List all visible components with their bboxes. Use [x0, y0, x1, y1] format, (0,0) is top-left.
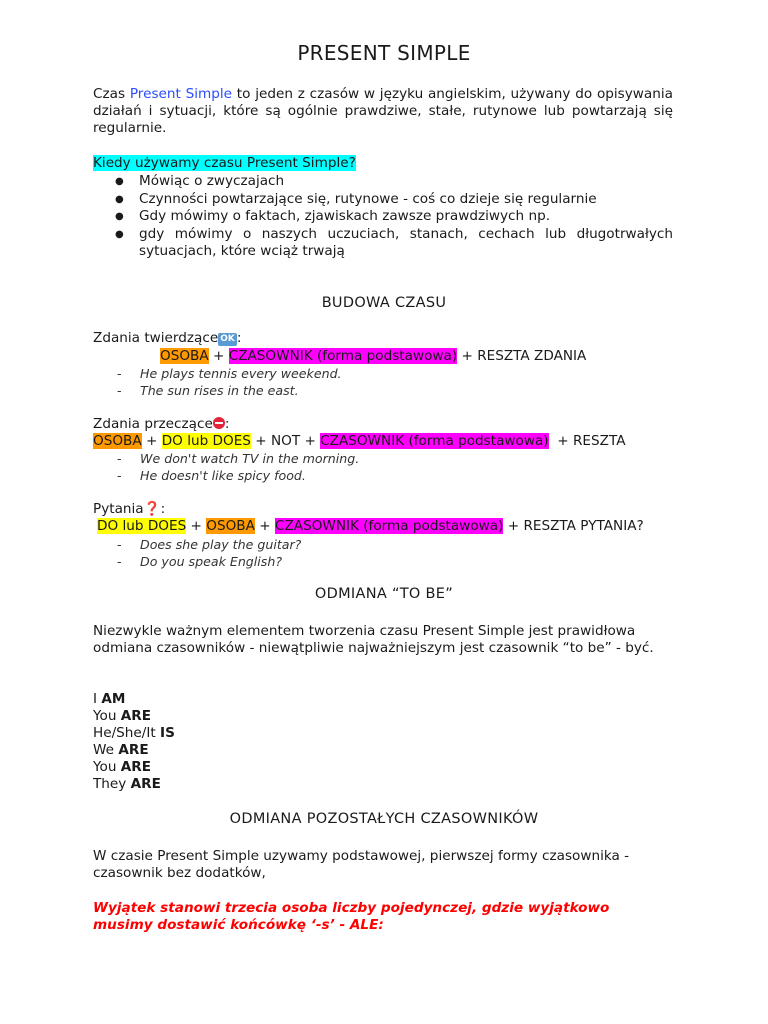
affirmative-formula: OSOBA + CZASOWNIK (forma podstawowa) + RESZTA ZDANIA [160, 348, 587, 364]
affirmative-examples [115, 365, 342, 399]
conjugation-row: He/She/It IS [93, 725, 175, 741]
example-text: The sun rises in the east. [140, 383, 299, 398]
dash-icon: - [117, 451, 122, 466]
list-item-text: Czynności powtarzające się, rutynowe - coś co dzieje się regularnie [139, 190, 597, 207]
subject-highlight: OSOBA [160, 348, 209, 364]
intro-highlight: Present Simple [129, 86, 233, 102]
section-heading-structure: BUDOWA CZASU [321, 295, 447, 311]
when-question [93, 155, 673, 172]
conjugation-row: You ARE [93, 759, 152, 775]
verb-highlight: CZASOWNIK (forma podstawowa) [274, 518, 504, 534]
subject-highlight: OSOBA [93, 433, 142, 449]
intro-before: Czas [93, 86, 130, 102]
dash-icon: - [117, 554, 122, 569]
negative-formula: OSOBA + DO lub DOES + NOT + CZASOWNIK (forma podstawowa) + RESZTA [93, 433, 626, 449]
exception-note: Wyjątek stanowi trzecia osoba liczby pojedynczej, gdzie wyjątkowo musimy dostawić końcówkę ‘-s’ - ALE: [93, 900, 610, 933]
when-bullet-list [93, 173, 673, 261]
dash-icon: - [117, 468, 122, 483]
list-item [93, 191, 673, 209]
conjugation-row: You ARE [93, 708, 152, 724]
example-text: Does she play the guitar? [140, 537, 302, 552]
example-text: Do you speak English? [140, 554, 283, 569]
bullet-icon: ● [115, 228, 124, 240]
bullet-icon: ● [115, 211, 124, 222]
page-title: PRESENT SIMPLE [297, 41, 471, 65]
example-text: He plays tennis every weekend. [140, 366, 342, 381]
list-item-text: Gdy mówimy o faktach, zjawiskach zawsze prawdziwych np. [139, 208, 551, 224]
intro-paragraph [93, 86, 673, 137]
subject-highlight: OSOBA [206, 518, 255, 534]
question-label: Pytania❓: [93, 501, 166, 517]
list-item [93, 226, 673, 261]
no-entry-icon [213, 417, 225, 429]
list-item [93, 173, 673, 191]
aux-highlight: DO lub DOES [161, 433, 251, 449]
list-item [115, 536, 301, 553]
list-item [115, 553, 301, 570]
negative-examples [115, 450, 359, 484]
verb-highlight: CZASOWNIK (forma podstawowa) [228, 348, 458, 364]
list-item-text: gdy mówimy o naszych uczuciach, stanach, cechach lub długotrwałych sytuacjach, które wciąż trwają [139, 225, 673, 259]
example-text: We don't watch TV in the morning. [140, 451, 360, 466]
conjugation-row: We ARE [93, 742, 149, 758]
affirmative-label: Zdania twierdzące OK : [93, 330, 242, 346]
negative-label: Zdania przeczące : [93, 416, 230, 432]
bullet-icon: ● [115, 193, 124, 205]
list-item [115, 382, 342, 399]
dash-icon: - [117, 537, 122, 552]
intro-after: to jeden z czasów w języku angielskim, używany do opisywania działań i sytuacji, które są ogólnie prawdziwe, stałe, rutynowe lub powtarzają się regularnie. [93, 86, 673, 136]
conjugation-row: They ARE [93, 776, 161, 792]
list-item-text: Mówiąc o zwyczajach [139, 173, 285, 189]
example-text: He doesn't like spicy food. [140, 468, 306, 483]
dash-icon: - [117, 366, 122, 381]
list-item [93, 208, 673, 226]
to-be-conjugation [93, 691, 175, 793]
conjugation-row: I AM [93, 691, 126, 707]
list-item [115, 467, 359, 484]
when-question-text: Kiedy używamy czasu Present Simple? [93, 155, 356, 171]
ok-icon: OK [220, 334, 235, 344]
dash-icon: - [117, 383, 122, 398]
question-mark-icon: ❓ [143, 501, 161, 517]
list-item [115, 365, 342, 382]
aux-highlight: DO lub DOES [97, 518, 187, 534]
bullet-icon: ● [115, 176, 124, 187]
question-formula: DO lub DOES + OSOBA + CZASOWNIK (forma podstawowa) + RESZTA PYTANIA? [97, 518, 644, 534]
verb-highlight: CZASOWNIK (forma podstawowa) [320, 433, 549, 449]
other-verbs-intro: W czasie Present Simple uzywamy podstawowej, pierwszej formy czasownika - czasownik bez dodatków, [93, 848, 630, 881]
section-heading-other-verbs: ODMIANA POZOSTAŁYCH CZASOWNIKÓW [229, 811, 539, 827]
to-be-intro: Niezwykle ważnym elementem tworzenia czasu Present Simple jest prawidłowa odmiana czasowników - niewątpliwie najważniejszym jest czasownik “to be” - być. [93, 623, 654, 656]
list-item [115, 450, 359, 467]
question-examples [115, 536, 301, 570]
section-heading-to-be: ODMIANA “TO BE” [314, 586, 454, 602]
